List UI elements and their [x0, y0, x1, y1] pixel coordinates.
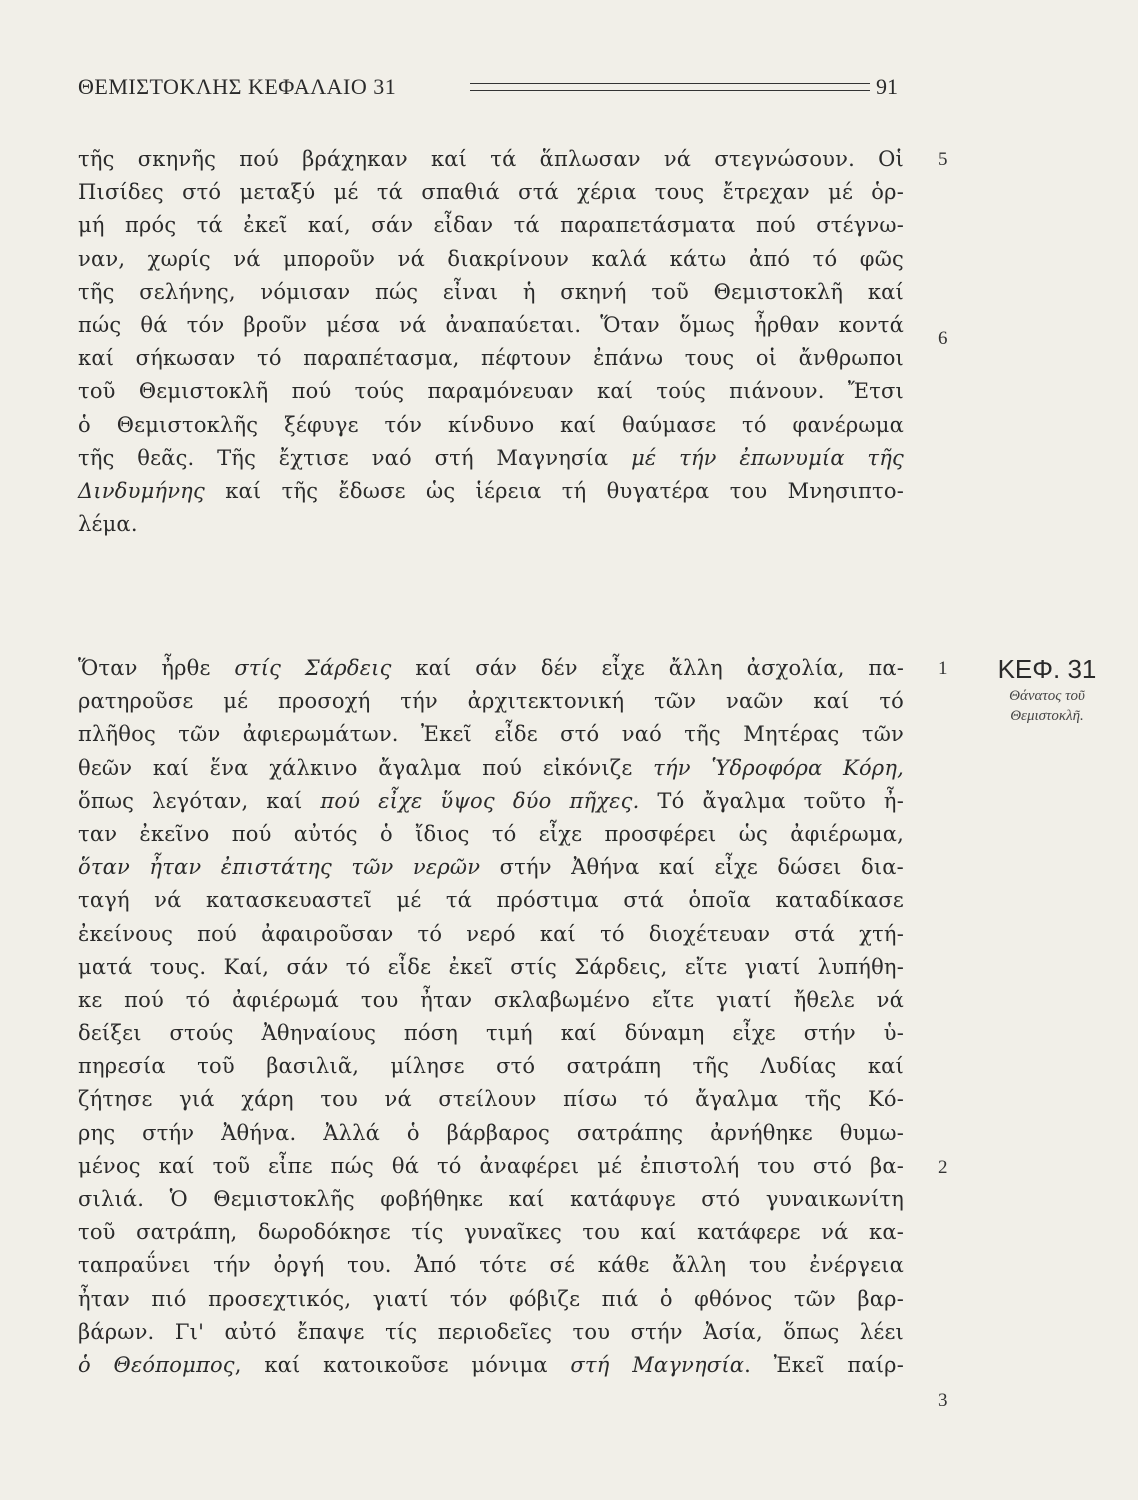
text-run: ὅπως λεγόταν, καί — [78, 788, 321, 813]
header-double-rule — [470, 83, 870, 91]
text-line: πώς θά τόν βροῦν μέσα νά ἀναπαύεται. Ὅταν ὅμως ἦρθαν κοντά — [78, 312, 904, 337]
text-run: Ὅταν ἦρθε — [78, 656, 235, 680]
italic-run: ὅταν ἦταν ἐπιστάτης τῶν νερῶν — [78, 855, 481, 880]
text-run: καί σάν δέν εἶχε ἄλλη ἀσχολία, πα- — [391, 656, 904, 680]
text-line: ρης στήν Ἀθήνα. Ἀλλά ὁ βάρβαρος σατράπης ἀρνήθηκε θυμω- — [78, 1120, 904, 1145]
text-line: τῆς σκηνῆς πού βράχηκαν καί τά ἅπλωσαν νά στεγνώσουν. Οἱ — [78, 147, 904, 171]
italic-run: ὁ Θεόπομπος — [78, 1352, 235, 1377]
margin-number: 6 — [938, 328, 948, 349]
text-line: ταν ἐκεῖνο πού αὐτός ὁ ἴδιος τό εἶχε προσφέρει ὡς ἀφιέρωμα, — [78, 821, 904, 846]
text-line: κε πού τό ἀφιέρωμά του ἦταν σκλαβωμένο εἴτε γιατί ἤθελε νά — [78, 987, 904, 1012]
text-run: Τό ἄγαλμα τοῦτο ἦ- — [639, 788, 904, 813]
text-line: ἦταν πιό προσεχτικός, γιατί τόν φόβιζε πιά ὁ φθόνος τῶν βαρ- — [78, 1286, 904, 1311]
text-run: . Ἐκεῖ παίρ- — [744, 1352, 904, 1377]
text-line — [78, 652, 904, 685]
text-line: δείξει στούς Ἀθηναίους πόση τιμή καί δύναμη εἶχε στήν ὑ- — [78, 1021, 904, 1046]
text-line: Πισίδες στό μεταξύ μέ τά σπαθιά στά χέρια τους ἔτρεχαν μέ ὁρ- — [78, 180, 904, 205]
text-line — [78, 851, 904, 884]
text-line: ματά τους. Καί, σάν τό εἶδε ἐκεῖ στίς Σάρδεις, εἴτε γιατί λυπήθη- — [78, 954, 904, 979]
text-line: ταπραΰνει τήν ὀργή του. Ἀπό τότε σέ κάθε ἄλλη του ἐνέργεια — [78, 1253, 904, 1278]
text-line: βάρων. Γι' αὐτό ἔπαψε τίς περιοδεῖες του στήν Ἀσία, ὅπως λέει — [78, 1319, 904, 1344]
chapter-subtitle-line-2: Θεμιστοκλῆ. — [1010, 708, 1084, 724]
text-line: ταγή νά κατασκευαστεῖ μέ τά πρόστιμα στά ὁποῖα καταδίκασε — [78, 888, 904, 913]
text-run: στήν Ἀθήνα καί εἶχε δώσει δια- — [480, 855, 904, 880]
text-line: τοῦ Θεμιστοκλῆ πού τούς παραμόνευαν καί τούς πιάνουν. Ἔτσι — [78, 379, 904, 404]
margin-number: 3 — [938, 1390, 948, 1411]
text-line: ναν, χωρίς νά μποροῦν νά διακρίνουν καλά κάτω ἀπό τό φῶς — [78, 246, 904, 271]
margin-number: 5 — [938, 149, 948, 170]
text-line: τοῦ σατράπη, δωροδόκησε τίς γυναῖκες του καί κατάφερε νά κα- — [78, 1220, 904, 1245]
text-line: ζήτησε γιά χάρη του νά στείλουν πίσω τό ἄγαλμα τῆς Κό- — [78, 1087, 904, 1112]
text-line: τῆς σελήνης, νόμισαν πώς εἶναι ἡ σκηνή τοῦ Θεμιστοκλῆ καί — [78, 279, 904, 304]
text-line — [78, 785, 904, 818]
text-line: μένος καί τοῦ εἶπε πώς θά τό ἀναφέρει μέ ἐπιστολή του στό βα- — [78, 1153, 904, 1178]
chapter-heading — [972, 652, 1122, 726]
text-line: καί σήκωσαν τό παραπέτασμα, πέφτουν ἐπάνω τους οἱ ἄνθρωποι — [78, 346, 904, 371]
text-line — [78, 442, 904, 475]
paragraph-2 — [78, 652, 904, 1382]
margin-number: 1 — [938, 658, 948, 679]
text-line: λέμα. — [78, 512, 138, 537]
text-line: πλῆθος τῶν ἀφιερωμάτων. Ἐκεῖ εἶδε στό ναό τῆς Μητέρας τῶν — [78, 722, 904, 747]
paragraph-1 — [78, 143, 904, 541]
running-header — [78, 70, 898, 104]
text-line: σιλιά. Ὁ Θεμιστοκλῆς φοβήθηκε καί κατάφυγε στό γυναικωνίτη — [78, 1187, 904, 1211]
text-line: πηρεσία τοῦ βασιλιᾶ, μίλησε στό σατράπη τῆς Λυδίας καί — [78, 1054, 904, 1079]
text-line — [78, 475, 904, 508]
text-line: ὁ Θεμιστοκλῆς ξέφυγε τόν κίνδυνο καί θαύμασε τό φανέρωμα — [78, 412, 904, 437]
margin-number: 2 — [938, 1157, 948, 1178]
text-run: , καί κατοικοῦσε μόνιμα — [234, 1352, 571, 1377]
italic-run: στή Μαγνησία — [570, 1352, 745, 1377]
italic-run: μέ τήν ἐπωνυμία τῆς — [631, 445, 904, 470]
italic-run: στίς Σάρδεις — [234, 656, 392, 680]
text-line — [78, 1349, 904, 1382]
chapter-title: ΚΕΦ. 31 — [997, 654, 1097, 684]
text-run: τῆς θεᾶς. Τῆς ἔχτισε ναό στή Μαγνησία — [78, 445, 632, 470]
text-line — [78, 752, 904, 785]
chapter-subtitle-line-1: Θάνατος τοῦ — [1009, 688, 1085, 704]
italic-run: Δινδυμήνης — [78, 478, 205, 503]
text-run: καί τῆς ἔδωσε ὡς ἱέρεια τή θυγατέρα του Μνησιπτο- — [204, 478, 904, 503]
page-number: 91 — [876, 74, 898, 99]
text-run: θεῶν καί ἕνα χάλκινο ἄγαλμα πού εἰκόνιζε — [78, 755, 654, 780]
header-title: ΘΕΜΙΣΤΟΚΛΗΣ ΚΕΦΑΛΑΙΟ 31 — [78, 74, 397, 99]
text-line: ρατηροῦσε μέ προσοχή τήν ἀρχιτεκτονική τῶν ναῶν καί τό — [78, 689, 904, 714]
italic-run: πού εἶχε ὕψος δύο πῆχες. — [320, 788, 640, 813]
text-line: ἐκείνους πού ἀφαιροῦσαν τό νερό καί τό διοχέτευαν στά χτή- — [78, 921, 904, 946]
italic-run: τήν Ὑδροφόρα Κόρη, — [653, 755, 904, 780]
text-line: μή πρός τά ἐκεῖ καί, σάν εἶδαν τά παραπετάσματα πού στέγνω- — [78, 213, 904, 238]
